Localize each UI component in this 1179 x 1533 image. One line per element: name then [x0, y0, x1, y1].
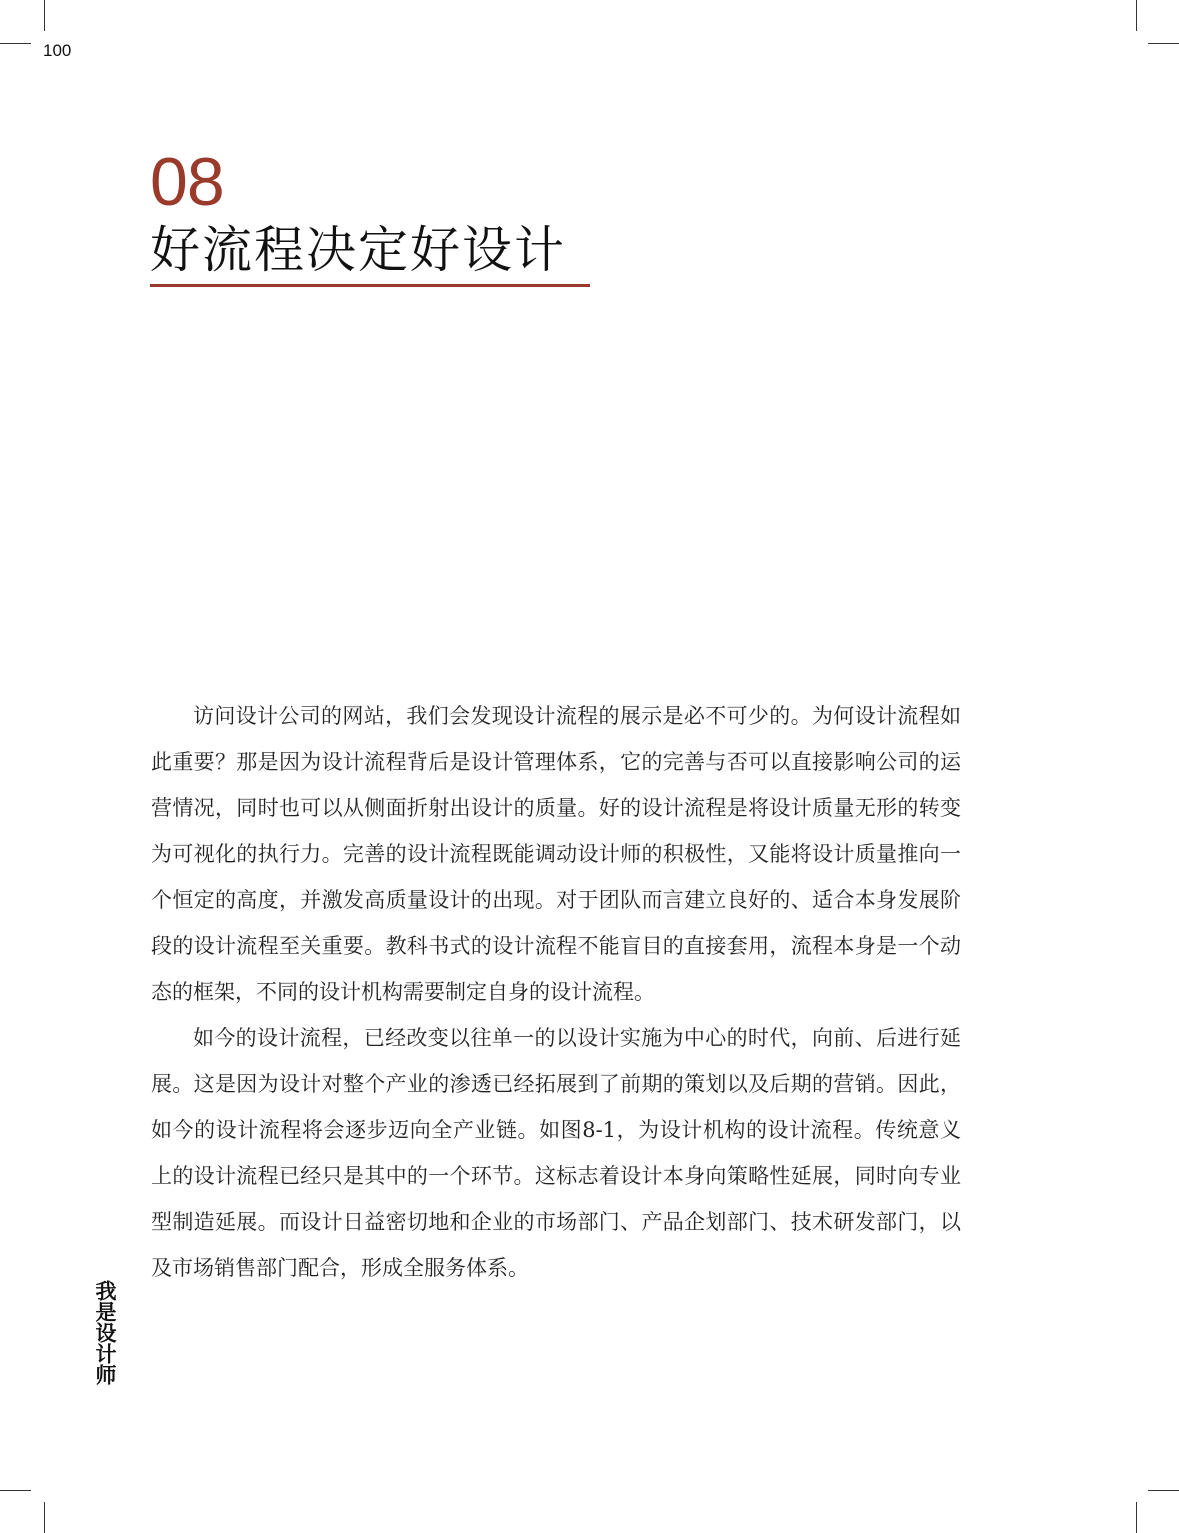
- crop-mark-bottom-right-horizontal: [1148, 1490, 1179, 1491]
- crop-mark-top-left-vertical: [44, 0, 45, 31]
- crop-mark-top-right-horizontal: [1148, 43, 1179, 44]
- crop-mark-bottom-left-horizontal: [0, 1490, 31, 1491]
- crop-mark-bottom-right-vertical: [1136, 1502, 1137, 1533]
- page-number: 100: [43, 41, 72, 60]
- crop-mark-bottom-left-vertical: [44, 1502, 45, 1533]
- book-side-label: 我是设计师: [93, 1280, 117, 1385]
- paragraph: 如今的设计流程，已经改变以往单一的以设计实施为中心的时代，向前、后进行延展。这是因为设计对整个产业的渗透已经拓展到了前期的策划以及后期的营销。因此，如今的设计流程将会逐步迈向全产业链。如图8-1，为设计机构的设计流程。传统意义上的设计流程已经只是其中的一个环节。这标志着设计本身向策略性延展，同时向专业型制造延展。而设计日益密切地和企业的市场部门、产品企划部门、技术研发部门，以及市场销售部门配合，形成全服务体系。: [151, 1026, 961, 1280]
- paragraph: 访问设计公司的网站，我们会发现设计流程的展示是必不可少的。为何设计流程如此重要？那是因为设计流程背后是设计管理体系，它的完善与否可以直接影响公司的运营情况，同时也可以从侧面折射出设计的质量。好的设计流程是将设计质量无形的转变为可视化的执行力。完善的设计流程既能调动设计师的积极性，又能将设计质量推向一个恒定的高度，并激发高质量设计的出现。对于团队而言建立良好的、适合本身发展阶段的设计流程至关重要。教科书式的设计流程不能盲目的直接套用，流程本身是一个动态的框架，不同的设计机构需要制定自身的设计流程。: [151, 704, 961, 1004]
- title-underline: [150, 284, 590, 287]
- body-text: [151, 693, 961, 1291]
- chapter-number: 08: [150, 144, 224, 220]
- chapter-title: 好流程决定好设计: [150, 221, 566, 279]
- crop-mark-top-left-horizontal: [0, 43, 31, 44]
- crop-mark-top-right-vertical: [1136, 0, 1137, 31]
